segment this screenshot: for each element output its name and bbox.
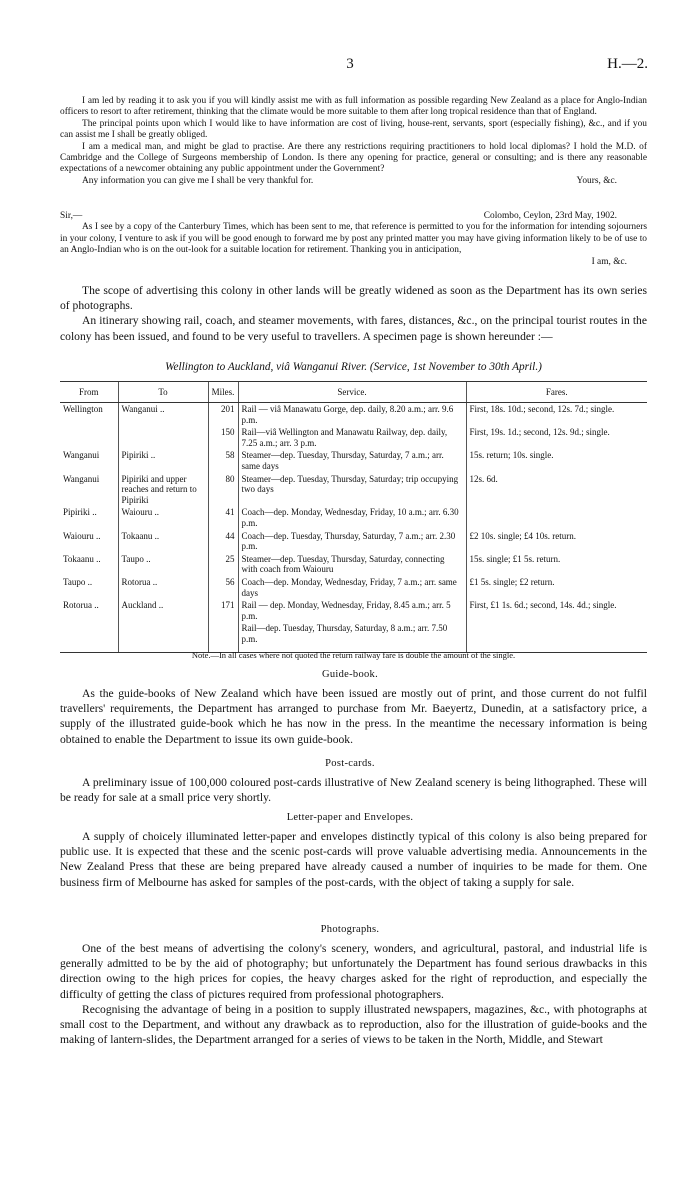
letter-two	[60, 211, 647, 268]
letter-paragraph: I am led by reading it to ask you if you will kindly assist me with as full information as possible regarding New Zealand as a place for Anglo-Indian officers to resort to after retirement, thinking that the climate would be more suitable to them after long tropical residence than that of England.	[60, 96, 647, 118]
letter-last-line: Any information you can give me I shall be very thankful for.	[82, 175, 314, 186]
section-heading: Letter-paper and Envelopes.	[286, 812, 414, 823]
service-cell: Rail — viâ Manawatu Gorge, dep. daily, 8.20 a.m.; arr. 9.6 p.m.	[238, 403, 466, 427]
fares-cell: First, 19s. 1d.; second, 12s. 9d.; single.	[466, 426, 647, 449]
table-row	[60, 403, 647, 427]
table-row	[60, 506, 647, 529]
body-paragraph: One of the best means of advertising the colony's scenery, wonders, and agricultural, pastoral, and industrial life is generally admitted to be by the aid of photography; but unfortunately the Department has found serious drawbacks in this direction owing to the high prices for copies, the heavy charges asked for the right of reproduction, and especially the difficulty of getting the class of pictures required from professional photographers.	[60, 942, 647, 1001]
table-row	[60, 599, 647, 622]
to-cell: Taupo ..	[118, 553, 208, 576]
letter-paragraph: The principal points upon which I would like to have information are cost of living, house-rent, servants, sport (especially fishing), &c., and if you can assist me I shall be greatly obliged.	[60, 118, 647, 141]
to-cell: Rotorua ..	[118, 576, 208, 599]
table-row	[60, 473, 647, 507]
from-cell	[60, 426, 118, 449]
miles-cell: 150	[208, 426, 238, 449]
column-header: To	[118, 382, 208, 403]
body-paragraph: Recognising the advantage of being in a position to supply illustrated newspapers, magazines, &c., with photographs at small cost to the Department, and without any drawback as to reproduction, also for the illustration of guide-books and the making of lantern-slides, the Department arranged for a series of views to be taken in the North, Middle, and Stewart	[60, 1002, 647, 1047]
itinerary-body	[60, 403, 647, 653]
service-cell: Steamer—dep. Tuesday, Thursday, Saturday, connecting with coach from Waiouru	[238, 553, 466, 576]
miles-cell: 171	[208, 599, 238, 622]
from-cell	[60, 622, 118, 653]
service-cell: Rail—dep. Tuesday, Thursday, Saturday, 8 a.m.; arr. 7.50 p.m.	[238, 622, 466, 653]
table-row	[60, 449, 647, 472]
section-body	[60, 829, 647, 890]
letter-paragraph: As I see by a copy of the Canterbury Times, which has been sent to me, that reference is permitted to you for the information for intending sojourners in your colony, I venture to ask if you will be good enough to forward me by post any printed matter you may have giving information likely to be of use to an Anglo-Indian who is on the out-look for a suitable location for retirement. Thanking you in anticipation,	[60, 222, 647, 256]
service-cell: Coach—dep. Tuesday, Thursday, Saturday, 7 a.m.; arr. 2.30 p.m.	[238, 530, 466, 553]
body-paragraph: As the guide-books of New Zealand which have been issued are mostly out of print, and those current do not fulfil travellers' requirements, the Department has arranged to purchase from Mr. Baeyertz, Dunedin, at a satisfactory price, a supply of the illustrated guide-book which he has now in the press. In the meantime the necessary information is being obtained to enable the Department to issue its own guide-book.	[60, 687, 647, 746]
to-cell: Auckland ..	[118, 599, 208, 622]
service-cell: Steamer—dep. Tuesday, Thursday, Saturday; trip occupying two days	[238, 473, 466, 507]
miles-cell: 56	[208, 576, 238, 599]
from-cell: Rotorua ..	[63, 600, 99, 611]
fares-cell: 15s. single; £1 5s. return.	[466, 553, 647, 576]
fares-cell	[466, 506, 647, 529]
service-cell: Coach—dep. Monday, Wednesday, Friday, 7 a.m.; arr. same days	[238, 576, 466, 599]
to-cell: Pipiriki and upper reaches and return to Pipiriki	[118, 473, 208, 507]
body-paragraph: A preliminary issue of 100,000 coloured post-cards illustrative of New Zealand scenery is being lithographed. These will be ready for sale at a small price very shortly.	[60, 776, 647, 805]
section-body	[60, 775, 647, 805]
from-cell: Wanganui	[63, 473, 100, 484]
body-paragraph: An itinerary showing rail, coach, and steamer movements, with fares, distances, &c., on the principal tourist routes in the colony has been issued, and found to be very useful to travellers. A specimen page is shown hereunder :—	[60, 314, 647, 343]
column-header: Service.	[238, 382, 466, 403]
table-row	[60, 622, 647, 653]
miles-cell	[208, 622, 238, 653]
table-row	[60, 576, 647, 599]
table-row	[60, 553, 647, 576]
miles-cell: 80	[208, 473, 238, 507]
to-cell	[118, 622, 208, 653]
body-paragraph: A supply of choicely illuminated letter-paper and envelopes distinctly typical of this colony is also being prepared for public use. It is expected that these and the scenic post-cards will prove valuable advertising media. Announcements in the New Zealand Press that these are being prepared have already caused a number of inquiries to be made for them. One business firm of Melbourne has asked for samples of the post-cards, with the object of taking a supply for sale.	[60, 830, 647, 889]
from-cell: Wanganui	[63, 450, 100, 461]
itinerary-caption: Wellington to Auckland, viâ Wanganui River. (Service, 1st November to 30th April.)	[165, 361, 542, 373]
table-note: Note.—In all cases where not quoted the return railway fare is double the amount of the single.	[191, 650, 516, 660]
from-cell: Tokaanu ..	[63, 553, 101, 564]
section-heading: Guide-book.	[321, 669, 379, 680]
fares-cell: 12s. 6d.	[466, 473, 647, 507]
to-cell: Pipiriki ..	[118, 449, 208, 472]
table-row	[60, 426, 647, 449]
miles-cell: 58	[208, 449, 238, 472]
column-header: Miles.	[208, 382, 238, 403]
intro-text	[60, 283, 647, 344]
section-heading: Post-cards.	[325, 758, 375, 769]
service-cell: Rail—viâ Wellington and Manawatu Railway, dep. daily, 7.25 a.m.; arr. 3 p.m.	[238, 426, 466, 449]
service-cell: Rail — dep. Monday, Wednesday, Friday, 8.45 a.m.; arr. 5 p.m.	[238, 599, 466, 622]
column-header: Fares.	[466, 382, 647, 403]
document-reference: H.—2.	[607, 56, 648, 72]
miles-cell: 44	[208, 530, 238, 553]
miles-cell: 25	[208, 553, 238, 576]
fares-cell: £2 10s. single; £4 10s. return.	[466, 530, 647, 553]
table-header-row	[60, 382, 647, 403]
from-cell: Taupo ..	[63, 576, 93, 587]
to-cell	[118, 426, 208, 449]
from-cell: Pipiriki ..	[63, 507, 97, 518]
section-heading: Photographs.	[320, 924, 380, 935]
letter-salutation: Sir,—	[60, 211, 83, 221]
section-body	[60, 686, 647, 747]
service-cell: Coach—dep. Monday, Wednesday, Friday, 10 a.m.; arr. 6.30 p.m.	[238, 506, 466, 529]
fares-cell: First, 18s. 10d.; second, 12s. 7d.; single.	[466, 403, 647, 427]
from-cell: Waiouru ..	[63, 530, 101, 541]
letter-paragraph: I am a medical man, and might be glad to practise. Are there any restrictions requiring practitioners to hold local diplomas? I hold the M.D. of Cambridge and the College of Surgeons membership of London. Is there any opening for practice, general or consulting; and is there any reasonable expectations of a newcomer obtaining any public appointment under the Government?	[60, 141, 647, 175]
to-cell: Wanganui ..	[118, 403, 208, 427]
letter-closing: Yours, &c.	[576, 175, 617, 186]
fares-cell: 15s. return; 10s. single.	[466, 449, 647, 472]
column-header: From	[60, 382, 118, 403]
itinerary-table	[60, 381, 647, 653]
section-body	[60, 941, 647, 1047]
letter-closing: I am, &c.	[591, 256, 627, 267]
from-cell: Wellington	[63, 404, 103, 414]
fares-cell: £1 5s. single; £2 return.	[466, 576, 647, 599]
table-row	[60, 530, 647, 553]
service-cell: Steamer—dep. Tuesday, Thursday, Saturday, 7 a.m.; arr. same days	[238, 449, 466, 472]
to-cell: Tokaanu ..	[118, 530, 208, 553]
page-number: 3	[346, 56, 354, 72]
miles-cell: 201	[208, 403, 238, 427]
body-paragraph: The scope of advertising this colony in other lands will be greatly widened as soon as the Department has its own series of photographs.	[60, 284, 647, 313]
to-cell: Waiouru ..	[118, 506, 208, 529]
fares-cell: First, £1 1s. 6d.; second, 14s. 4d.; single.	[466, 599, 647, 622]
miles-cell: 41	[208, 506, 238, 529]
letter-dateline: Colombo, Ceylon, 23rd May, 1902.	[483, 211, 617, 221]
fares-cell	[466, 622, 647, 653]
letter-one	[60, 96, 647, 187]
